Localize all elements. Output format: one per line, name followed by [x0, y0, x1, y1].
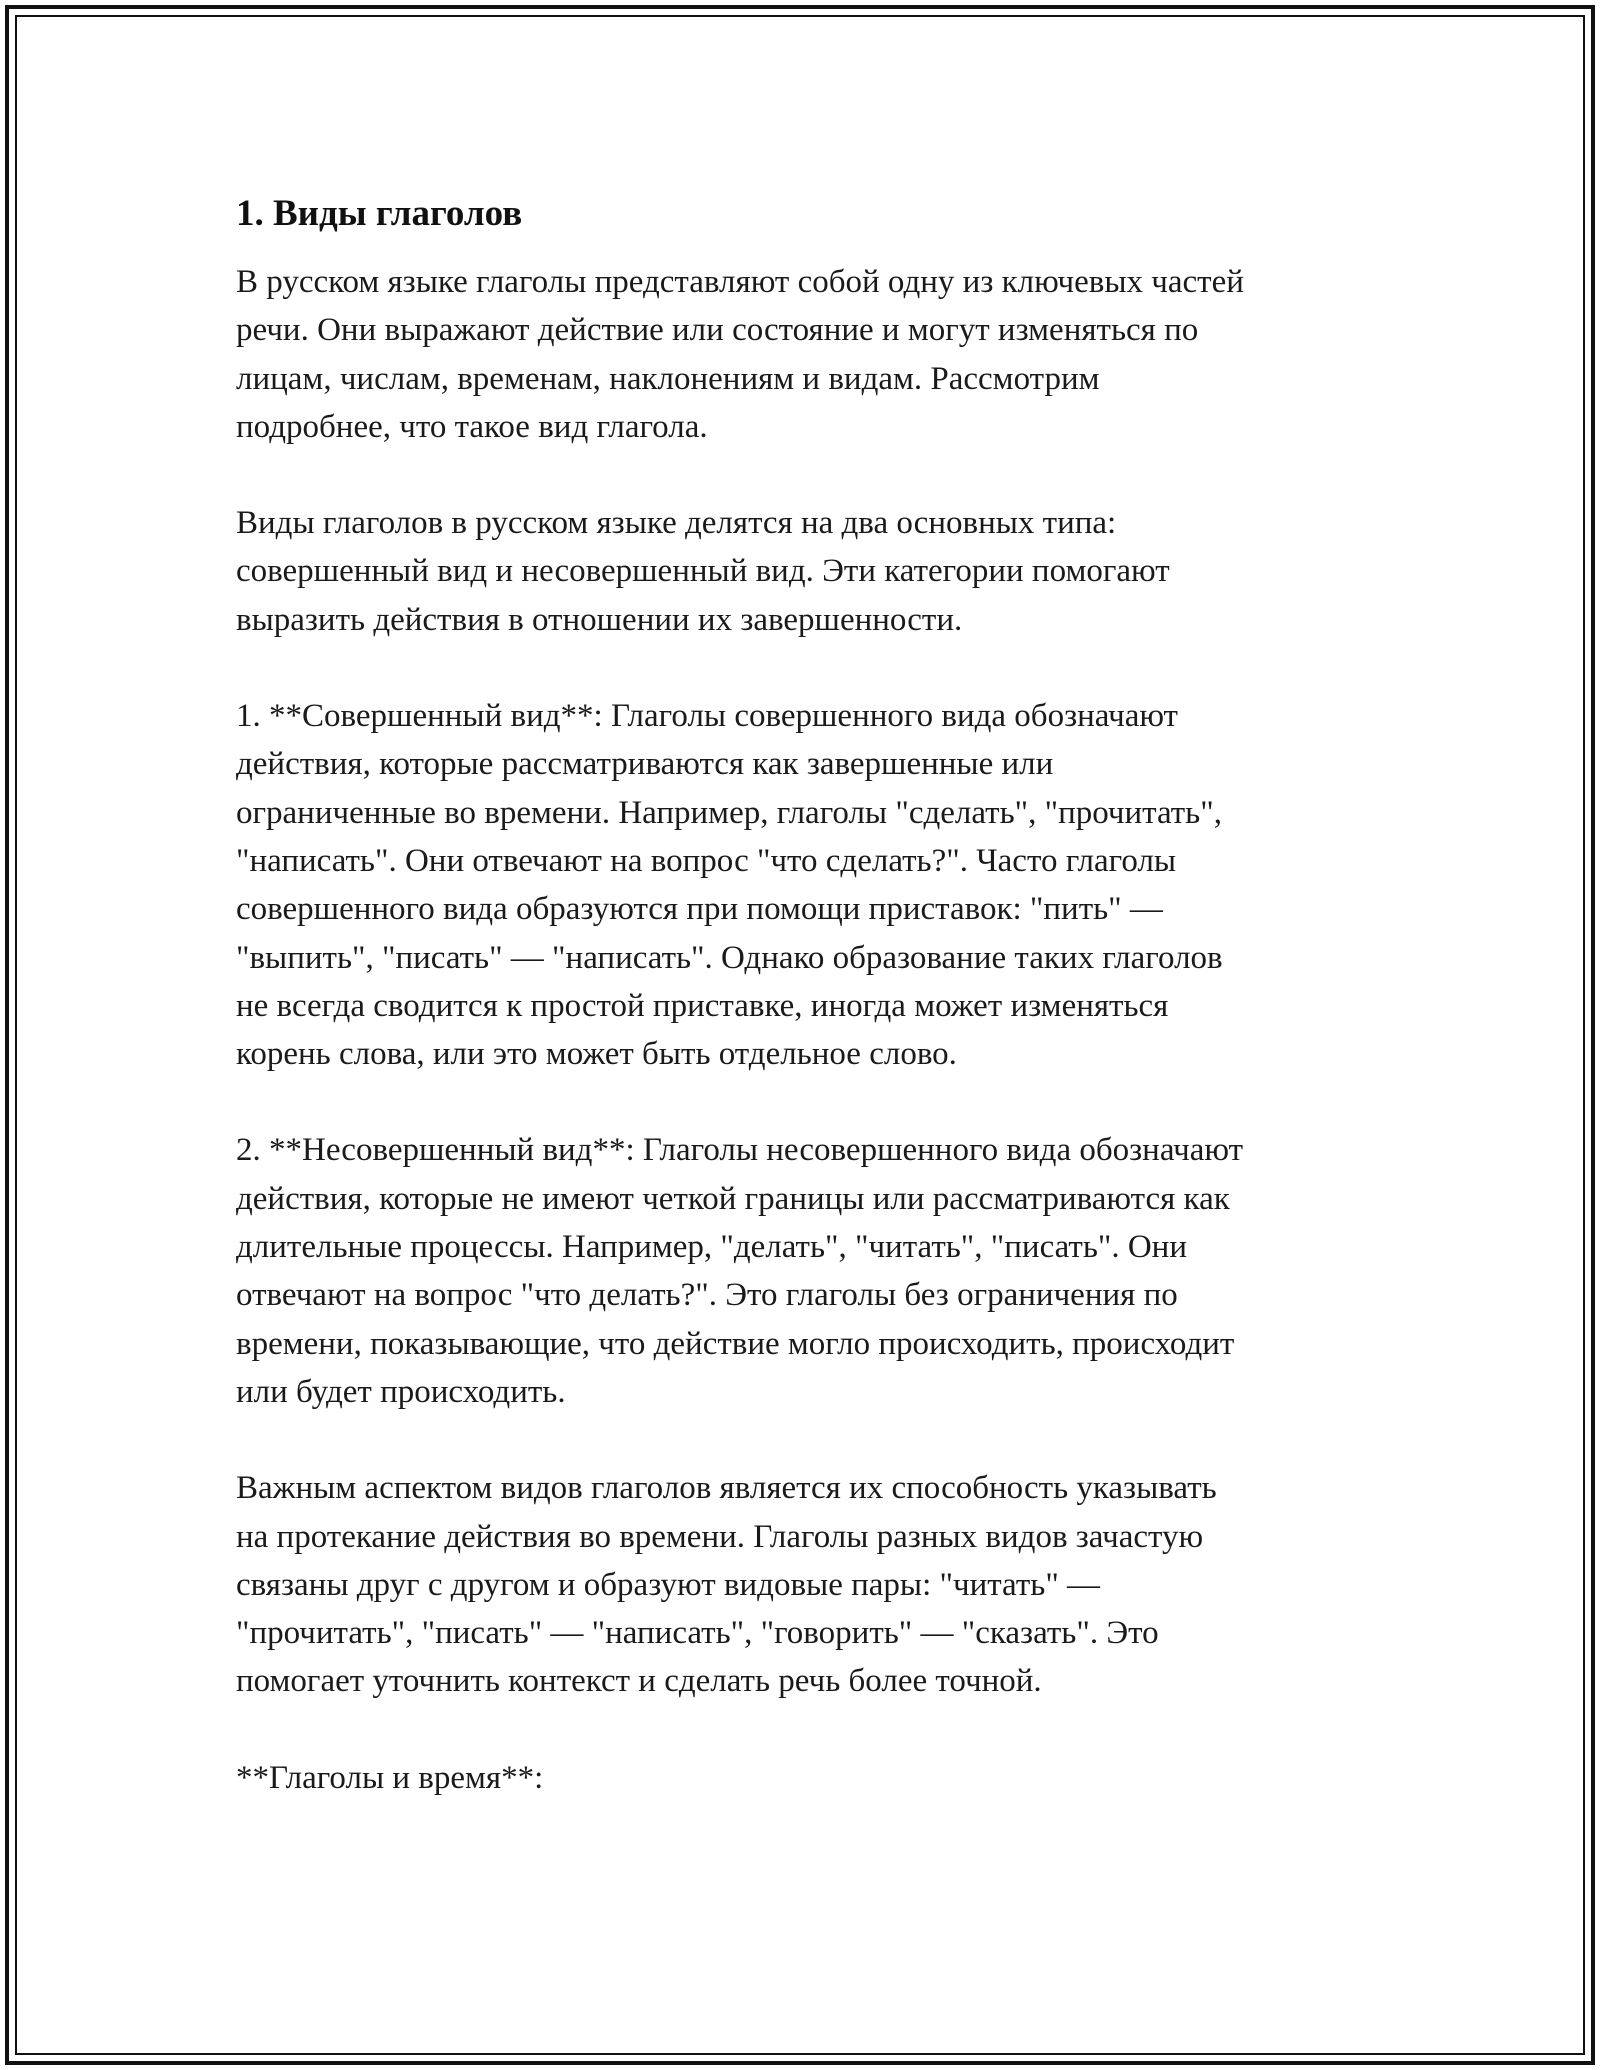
paragraph-aspect-pairs: Важным аспектом видов глаголов является их способность указывать на протекание действия во времени. Глаголы разных видов зачастую связаны друг с другом и образуют видовые пары: "читать" — "прочитать", "писать" — "написать", "говорить" — "сказать". Это помогает уточнить контекст и сделать речь более точной.	[236, 1470, 1217, 1700]
paragraph-imperfective: 2. **Несовершенный вид**: Глаголы несовершенного вида обозначают действия, которые не имеют четкой границы или рассматриваются как длительные процессы. Например, "делать", "читать", "писать". Они отвечают на вопрос "что делать?". Это глаголы без ограничения по времени, показывающие, что действие могло происходить, происходит или будет происходить.	[236, 1132, 1244, 1410]
section-title: 1. Виды глаголов	[236, 193, 523, 234]
paragraph-types-overview: Виды глаголов в русском языке делятся на два основных типа: совершенный вид и несовершенный вид. Эти категории помогают выразить действия в отношении их завершенности.	[236, 505, 1170, 638]
paragraph-intro: В русском языке глаголы представляют собой одну из ключевых частей речи. Они выражают действие или состояние и могут изменяться по лицам, числам, временам, наклонениям и видам. Рассмотрим подробнее, что такое вид глагола.	[236, 264, 1244, 445]
document-page	[236, 190, 1416, 1802]
paragraph-verbs-and-tense: **Глаголы и время**:	[236, 1759, 544, 1796]
paragraph-perfective: 1. **Совершенный вид**: Глаголы совершенного вида обозначают действия, которые рассматриваются как завершенные или ограниченные во времени. Например, глаголы "сделать", "прочитать", "написать". Они отвечают на вопрос "что сделать?". Часто глаголы совершенного вида образуются при помощи приставок: "пить" — "выпить", "писать" — "написать". Однако образование таких глаголов не всегда сводится к простой приставке, иногда может изменяться корень слова, или это может быть отдельное слово.	[236, 698, 1223, 1073]
